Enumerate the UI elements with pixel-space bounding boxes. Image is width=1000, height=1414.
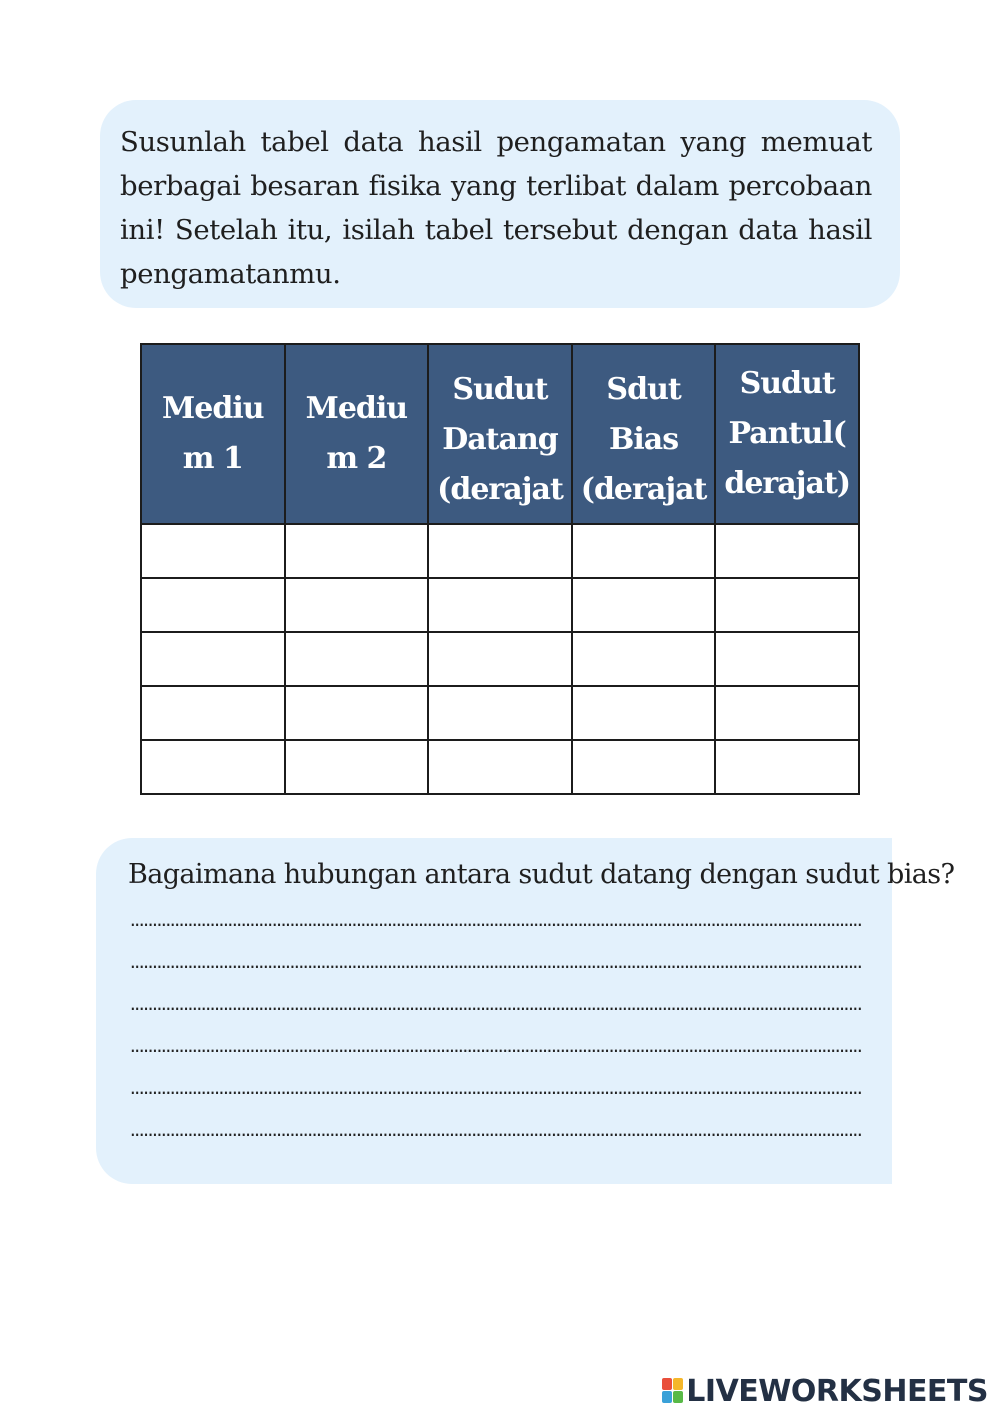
instruction-box bbox=[100, 100, 900, 308]
table-row bbox=[141, 686, 859, 740]
table-cell[interactable] bbox=[428, 578, 572, 632]
question-text: Bagaimana hubungan antara sudut datang dengan sudut bias? bbox=[128, 859, 955, 890]
header-medium-2: Mediu m 2 bbox=[285, 344, 429, 524]
icon-tile bbox=[673, 1391, 683, 1403]
table-row bbox=[141, 578, 859, 632]
table-cell[interactable] bbox=[285, 524, 429, 578]
icon-tile bbox=[662, 1378, 672, 1390]
icon-tile bbox=[662, 1391, 672, 1403]
table-cell[interactable] bbox=[572, 578, 716, 632]
table-cell[interactable] bbox=[428, 686, 572, 740]
header-incidence-angle: Sudut Datang (derajat ) bbox=[428, 344, 572, 524]
answer-line[interactable]: ..................................................................................................................................................................... bbox=[128, 1079, 860, 1098]
table-cell[interactable] bbox=[715, 632, 859, 686]
table-cell[interactable] bbox=[285, 578, 429, 632]
table-cell[interactable] bbox=[141, 632, 285, 686]
answer-line[interactable]: ..................................................................................................................................................................... bbox=[128, 1121, 860, 1140]
observation-table bbox=[140, 343, 860, 795]
table-cell[interactable] bbox=[572, 686, 716, 740]
table-cell[interactable] bbox=[572, 632, 716, 686]
header-refraction-angle: Sdut Bias (derajat ) bbox=[572, 344, 716, 524]
instruction-text: Susunlah tabel data hasil pengamatan yang memuat berbagai besaran fisika yang terlibat dalam percobaan ini! Setelah itu, isilah tabel tersebut dengan data hasil pengamatanmu. bbox=[120, 126, 872, 290]
brand-logo bbox=[662, 1371, 988, 1411]
table-cell[interactable] bbox=[428, 740, 572, 794]
table-cell[interactable] bbox=[285, 740, 429, 794]
answer-line[interactable]: ..................................................................................................................................................................... bbox=[128, 995, 860, 1014]
table-cell[interactable] bbox=[428, 632, 572, 686]
table-cell[interactable] bbox=[141, 686, 285, 740]
table-cell[interactable] bbox=[715, 686, 859, 740]
answer-line[interactable]: ..................................................................................................................................................................... bbox=[128, 911, 860, 930]
table-cell[interactable] bbox=[715, 524, 859, 578]
header-medium-1: Mediu m 1 bbox=[141, 344, 285, 524]
question-box bbox=[96, 838, 955, 1184]
table-cell[interactable] bbox=[572, 740, 716, 794]
table-cell[interactable] bbox=[141, 578, 285, 632]
answer-area[interactable] bbox=[128, 900, 892, 1152]
answer-line[interactable]: ..................................................................................................................................................................... bbox=[128, 953, 860, 972]
table-cell[interactable] bbox=[141, 740, 285, 794]
liveworksheets-icon bbox=[662, 1378, 684, 1404]
table-row bbox=[141, 632, 859, 686]
brand-name: LIVEWORKSHEETS bbox=[686, 1373, 988, 1409]
table-cell[interactable] bbox=[715, 578, 859, 632]
table-cell[interactable] bbox=[141, 524, 285, 578]
table-header-row bbox=[141, 344, 859, 524]
header-reflection-angle: Sudut Pantul( derajat) bbox=[715, 344, 859, 524]
icon-tile bbox=[673, 1378, 683, 1390]
table-row bbox=[141, 740, 859, 794]
table-cell[interactable] bbox=[285, 686, 429, 740]
table-cell[interactable] bbox=[715, 740, 859, 794]
answer-line[interactable]: ..................................................................................................................................................................... bbox=[128, 1037, 860, 1056]
table-cell[interactable] bbox=[285, 632, 429, 686]
